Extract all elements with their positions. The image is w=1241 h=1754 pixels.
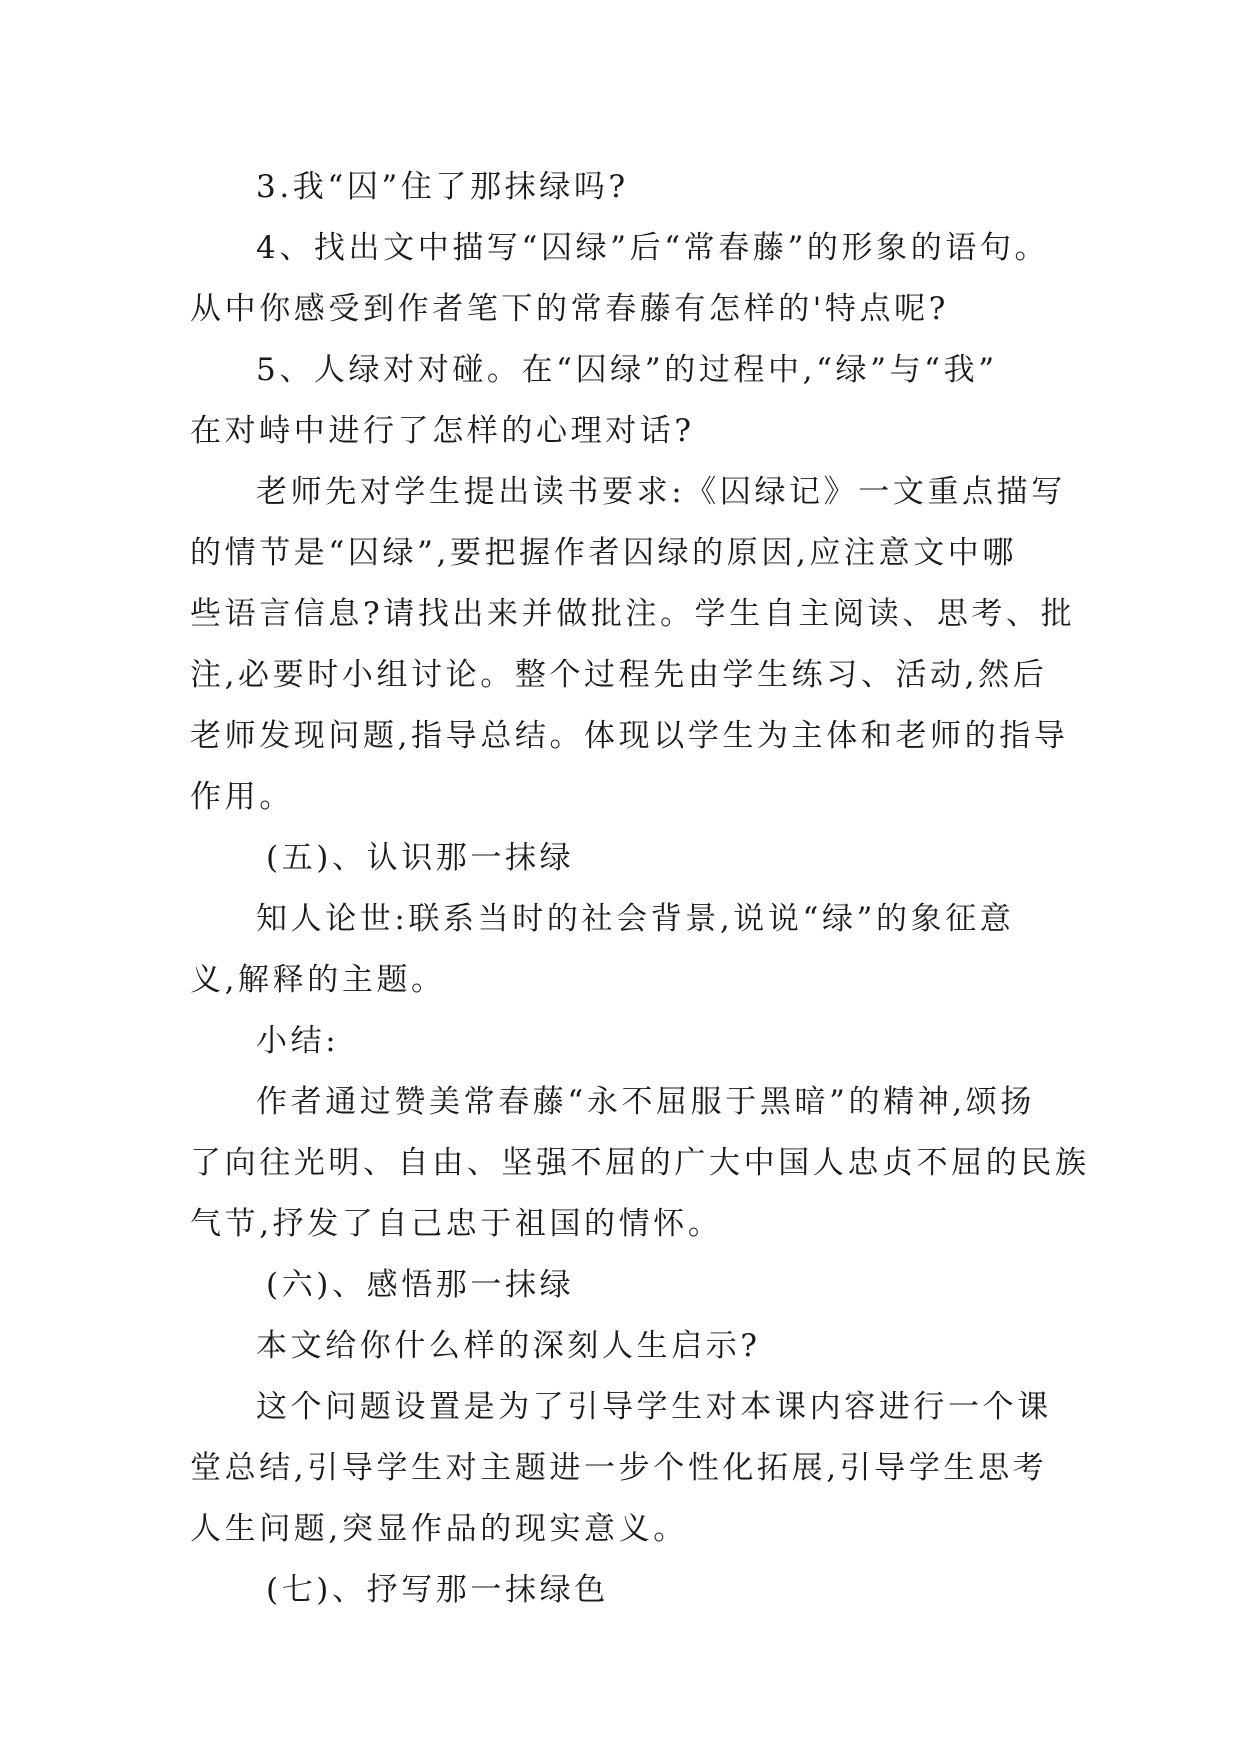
text-line: 了向往光明、自由、坚强不屈的广大中国人忠贞不屈的民族 bbox=[190, 1145, 1090, 1181]
text-line: 义,解释的主题。 bbox=[190, 962, 446, 998]
text-line: 5、人绿对对碰。在“囚绿”的过程中,“绿”与“我” bbox=[256, 352, 998, 388]
text-line: 注,必要时小组讨论。整个过程先由学生练习、活动,然后 bbox=[190, 657, 1048, 693]
text-line: 小结: bbox=[256, 1023, 340, 1059]
text-line: 的情节是“囚绿”,要把握作者囚绿的原因,应注意文中哪 bbox=[190, 535, 1018, 571]
text-line: 作用。 bbox=[190, 779, 294, 815]
text-line: 堂总结,引导学生对主题进一步个性化拓展,引导学生思考 bbox=[190, 1450, 1048, 1486]
section-heading: (七)、抒写那一抹绿色 bbox=[266, 1572, 609, 1608]
text-line: 4、找出文中描写“囚绿”后“常春藤”的形象的语句。 bbox=[256, 230, 1050, 266]
text-line: 本文给你什么样的深刻人生启示? bbox=[256, 1328, 761, 1364]
document-body bbox=[190, 157, 1090, 1621]
text-line: 在对峙中进行了怎样的心理对话? bbox=[190, 413, 695, 449]
text-line: 知人论世:联系当时的社会背景,说说“绿”的象征意 bbox=[256, 901, 1015, 937]
section-heading: (六)、感悟那一抹绿 bbox=[266, 1267, 575, 1303]
text-line: 人生问题,突显作品的现实意义。 bbox=[190, 1511, 688, 1547]
text-line: 3.我“囚”住了那抹绿吗? bbox=[256, 169, 629, 205]
text-line: 从中你感受到作者笔下的常春藤有怎样的'特点呢? bbox=[190, 291, 949, 327]
text-line: 些语言信息?请找出来并做批注。学生自主阅读、思考、批 bbox=[190, 596, 1076, 632]
section-heading: (五)、认识那一抹绿 bbox=[266, 840, 575, 876]
text-line: 老师发现问题,指导总结。体现以学生为主体和老师的指导 bbox=[190, 718, 1069, 754]
text-line: 老师先对学生提出读书要求:《囚绿记》一文重点描写 bbox=[256, 474, 1066, 510]
text-line: 气节,抒发了自己忠于祖国的情怀。 bbox=[190, 1206, 723, 1242]
text-line: 作者通过赞美常春藤“永不屈服于黑暗”的精神,颂扬 bbox=[256, 1084, 1035, 1120]
text-line: 这个问题设置是为了引导学生对本课内容进行一个课 bbox=[256, 1389, 1052, 1425]
